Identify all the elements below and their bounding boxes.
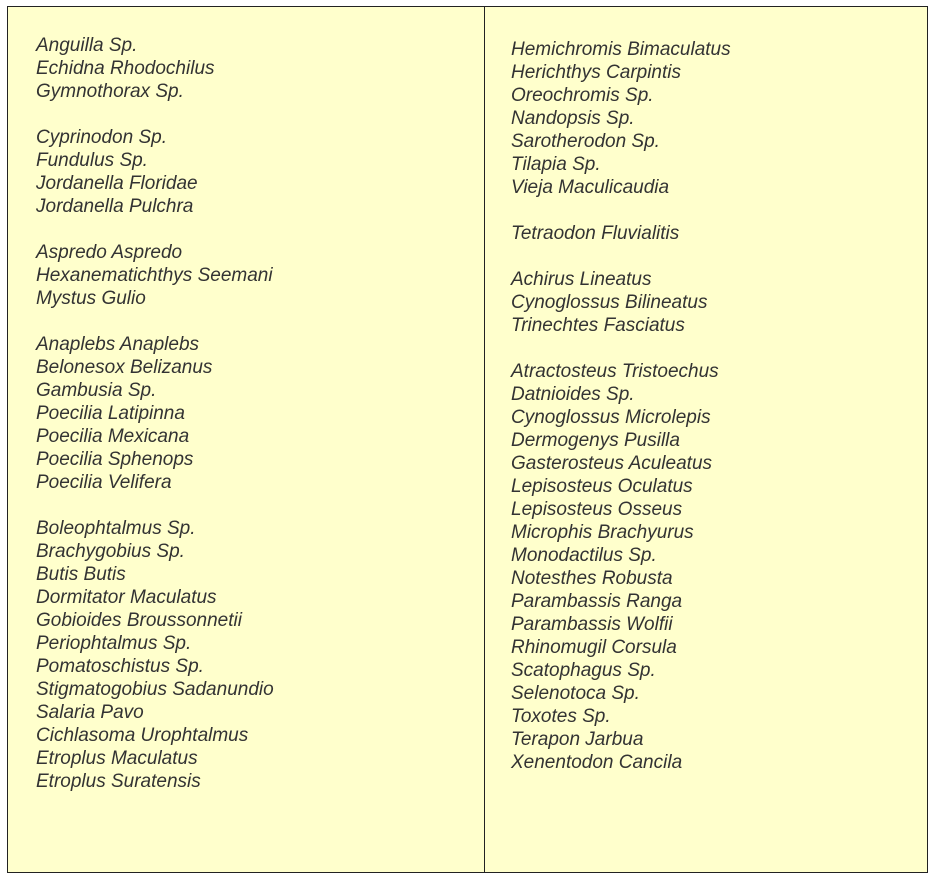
species-name: Tilapia Sp. (511, 154, 601, 175)
species-name: Dermogenys Pusilla (511, 430, 680, 451)
species-name: Gasterosteus Aculeatus (511, 453, 713, 474)
species-name: Poecilia Velifera (36, 472, 172, 493)
left-column (8, 7, 485, 872)
species-name: Rhinomugil Corsula (511, 637, 677, 658)
species-name: Etroplus Maculatus (36, 748, 198, 769)
species-name: Anguilla Sp. (36, 35, 138, 56)
species-name: Herichthys Carpintis (511, 62, 681, 83)
species-name: Atractosteus Tristoechus (511, 361, 719, 382)
right-column (485, 7, 927, 872)
species-name: Salaria Pavo (36, 702, 144, 723)
species-name: Hexanematichthys Seemani (36, 265, 273, 286)
species-name: Etroplus Suratensis (36, 771, 201, 792)
species-name: Vieja Maculicaudia (511, 177, 670, 198)
species-name: Xenentodon Cancila (511, 752, 683, 773)
species-name: Brachygobius Sp. (36, 541, 185, 562)
species-name: Poecilia Mexicana (36, 426, 190, 447)
species-name: Poecilia Latipinna (36, 403, 185, 424)
species-name: Lepisosteus Osseus (511, 499, 683, 520)
species-name: Cynoglossus Bilineatus (511, 292, 708, 313)
species-name: Fundulus Sp. (36, 150, 148, 171)
species-name: Aspredo Aspredo (36, 242, 183, 263)
species-group (36, 126, 484, 218)
species-name: Monodactilus Sp. (511, 545, 657, 566)
species-name: Echidna Rhodochilus (36, 58, 215, 79)
species-name: Gymnothorax Sp. (36, 81, 184, 102)
species-name: Terapon Jarbua (511, 729, 644, 750)
species-name: Stigmatogobius Sadanundio (36, 679, 274, 700)
species-group (36, 241, 484, 310)
species-name: Microphis Brachyurus (511, 522, 694, 543)
species-name: Tetraodon Fluvialitis (511, 223, 680, 244)
species-name: Sarotherodon Sp. (511, 131, 660, 152)
species-name: Toxotes Sp. (511, 706, 611, 727)
species-name: Oreochromis Sp. (511, 85, 654, 106)
species-name: Butis Butis (36, 564, 126, 585)
species-name: Cynoglossus Microlepis (511, 407, 711, 428)
species-group (36, 34, 484, 103)
species-name: Selenotoca Sp. (511, 683, 640, 704)
species-group (511, 360, 927, 774)
species-table (7, 6, 928, 873)
species-name: Achirus Lineatus (511, 269, 652, 290)
species-name: Anaplebs Anaplebs (36, 334, 200, 355)
species-name: Mystus Gulio (36, 288, 146, 309)
species-group (36, 517, 484, 793)
species-group (511, 268, 927, 337)
species-name: Trinechtes Fasciatus (511, 315, 685, 336)
species-name: Notesthes Robusta (511, 568, 673, 589)
species-name: Nandopsis Sp. (511, 108, 635, 129)
species-name: Gambusia Sp. (36, 380, 157, 401)
species-name: Pomatoschistus Sp. (36, 656, 204, 677)
species-name: Jordanella Floridae (36, 173, 198, 194)
species-name: Belonesox Belizanus (36, 357, 213, 378)
species-name: Cyprinodon Sp. (36, 127, 167, 148)
species-name: Gobioides Broussonnetii (36, 610, 242, 631)
species-name: Dormitator Maculatus (36, 587, 217, 608)
species-group (511, 38, 927, 199)
species-name: Scatophagus Sp. (511, 660, 656, 681)
species-name: Datnioides Sp. (511, 384, 635, 405)
species-group (511, 222, 927, 245)
species-name: Jordanella Pulchra (36, 196, 194, 217)
species-name: Lepisosteus Oculatus (511, 476, 693, 497)
species-name: Parambassis Ranga (511, 591, 683, 612)
species-name: Cichlasoma Urophtalmus (36, 725, 249, 746)
species-name: Poecilia Sphenops (36, 449, 194, 470)
species-name: Periophtalmus Sp. (36, 633, 192, 654)
species-name: Parambassis Wolfii (511, 614, 673, 635)
species-group (36, 333, 484, 494)
species-name: Boleophtalmus Sp. (36, 518, 196, 539)
species-name: Hemichromis Bimaculatus (511, 39, 731, 60)
